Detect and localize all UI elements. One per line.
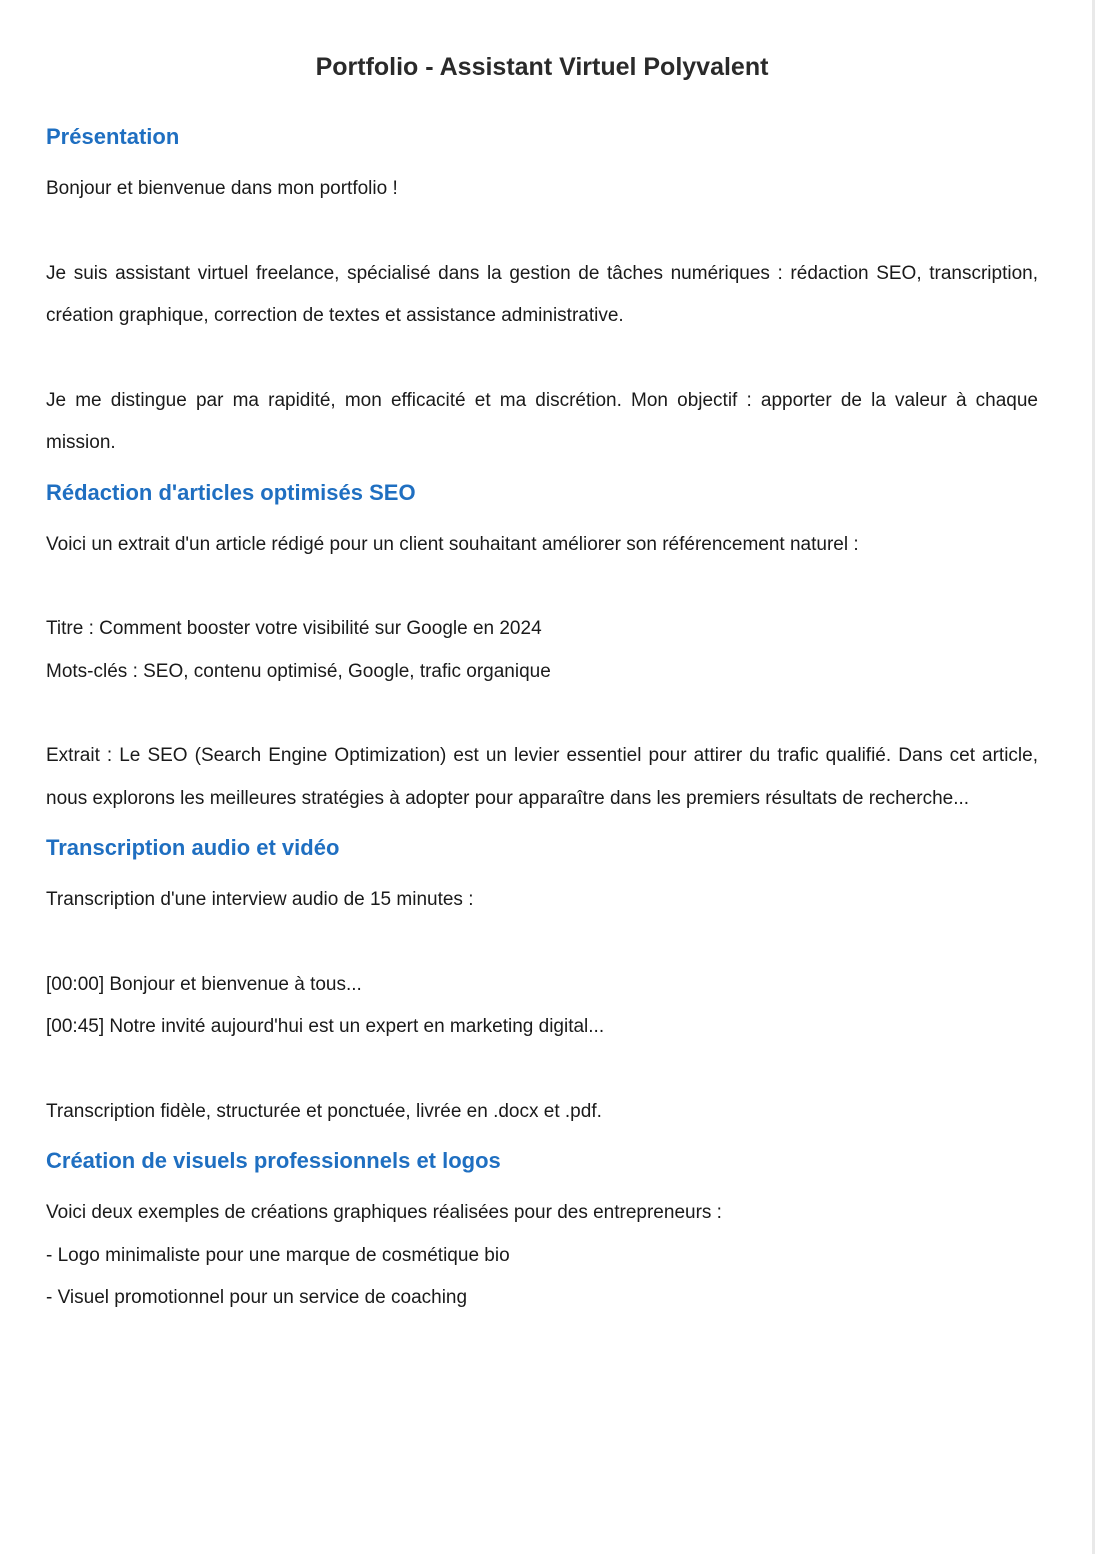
paragraph-transcription-outro: Transcription fidèle, structurée et ponctuée, livrée en .docx et .pdf. — [46, 1100, 602, 1122]
paragraph-spacer — [46, 338, 1038, 380]
document-title: Portfolio - Assistant Virtuel Polyvalent — [315, 53, 769, 81]
section-heading-presentation: Présentation — [46, 124, 180, 149]
section-presentation — [46, 122, 1038, 465]
transcript-line: [00:45] Notre invité aujourd'hui est un expert en marketing digital... — [46, 1016, 605, 1037]
section-seo — [46, 478, 1038, 821]
section-body — [46, 879, 1038, 1133]
list-item: - Visuel promotionnel pour un service de coaching — [46, 1287, 468, 1308]
section-transcription — [46, 833, 1038, 1133]
list-item: - Logo minimaliste pour une marque de cosmétique bio — [46, 1244, 510, 1266]
paragraph-seo-title: Titre : Comment booster votre visibilité sur Google en 2024 — [46, 618, 542, 639]
section-heading-seo: Rédaction d'articles optimisés SEO — [46, 479, 416, 505]
paragraph-spacer — [46, 922, 1038, 964]
paragraph-seo-intro: Voici un extrait d'un article rédigé pour un client souhaitant améliorer son référencement naturel : — [46, 533, 859, 555]
paragraph-spacer — [46, 211, 1038, 253]
paragraph-transcription-intro: Transcription d'une interview audio de 15 minutes : — [46, 889, 474, 910]
section-body — [46, 168, 1038, 465]
section-body — [46, 1192, 1038, 1320]
paragraph-seo-keywords: Mots-clés : SEO, contenu optimisé, Google, trafic organique — [46, 660, 551, 682]
paragraph-visuals-intro: Voici deux exemples de créations graphiques réalisées pour des entrepreneurs : — [46, 1202, 722, 1223]
paragraph-qualities: Je me distingue par ma rapidité, mon efficacité et ma discrétion. Mon objectif : apporter de la valeur à chaque mission. — [46, 389, 1038, 453]
paragraph-spacer — [46, 693, 1038, 735]
paragraph-welcome: Bonjour et bienvenue dans mon portfolio ! — [46, 178, 398, 199]
section-heading-visuals: Création de visuels professionnels et logos — [46, 1148, 501, 1173]
section-body — [46, 524, 1038, 821]
paragraph-spacer — [46, 566, 1038, 608]
paragraph-spacer — [46, 1049, 1038, 1091]
section-heading-transcription: Transcription audio et vidéo — [46, 835, 340, 860]
paragraph-seo-excerpt: Extrait : Le SEO (Search Engine Optimization) est un levier essentiel pour attirer du trafic qualifié. Dans cet article, nous explorons les meilleures stratégies à adopter pour apparaître dans les premiers résultats de recherche... — [46, 745, 1038, 809]
section-visuals — [46, 1146, 1038, 1320]
transcript-line: [00:00] Bonjour et bienvenue à tous... — [46, 973, 362, 995]
paragraph-intro: Je suis assistant virtuel freelance, spécialisé dans la gestion de tâches numériques : rédaction SEO, transcription, création graphique, correction de textes et assistance administrative. — [46, 262, 1038, 326]
